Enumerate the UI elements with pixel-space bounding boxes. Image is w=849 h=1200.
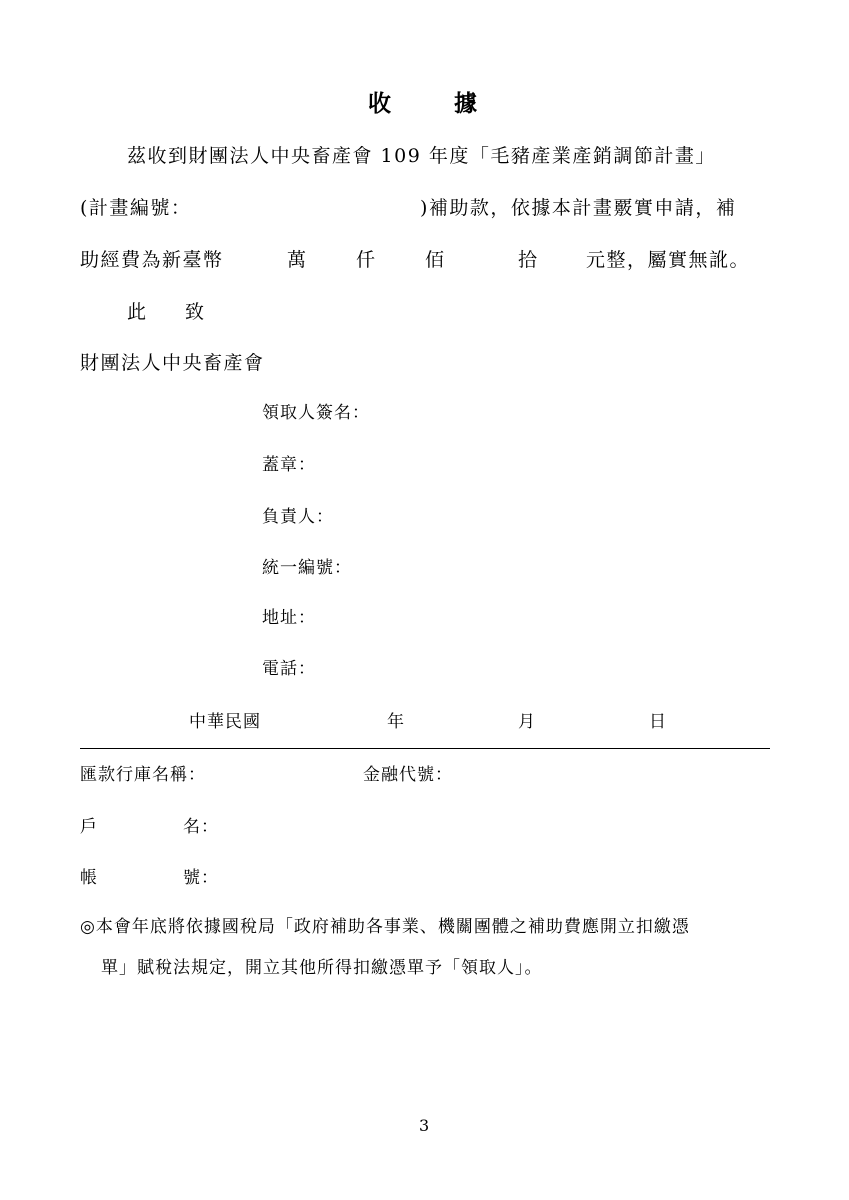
recipient-name: 財團法人中央畜產會 [80, 352, 265, 374]
body-line-1: 茲收到財團法人中央畜產會 109 年度「毛豬產業產銷調節計畫」 [127, 145, 716, 167]
amount-suffix: 元整，屬實無訛。 [586, 249, 751, 271]
amount-unit-wan: 萬 [287, 249, 308, 271]
body-line-2-rest: )補助款，依據本計畫覈實申請，補 [420, 197, 737, 219]
date-day: 日 [649, 712, 667, 732]
plan-number-label: (計畫編號： [80, 197, 192, 219]
amount-prefix: 助經費為新臺幣 [80, 249, 224, 271]
amount-unit-qian: 仟 [356, 249, 377, 271]
closing-zhi: 致 [185, 301, 206, 323]
tax-id-label: 統一編號： [262, 558, 352, 578]
page-number: 3 [419, 1116, 430, 1135]
title-char-1: 收 [368, 90, 391, 117]
address-label: 地址： [262, 608, 316, 628]
section-divider [80, 748, 770, 749]
person-in-charge-label: 負責人： [262, 507, 334, 527]
date-era: 中華民國 [189, 712, 261, 732]
date-month: 月 [518, 712, 536, 732]
signer-label: 領取人簽名： [262, 403, 370, 423]
closing-ci: 此 [127, 301, 148, 323]
phone-label: 電話： [262, 659, 316, 679]
amount-unit-bai: 佰 [425, 249, 446, 271]
account-name-label-b: 名： [183, 817, 219, 837]
title-char-2: 據 [454, 90, 477, 117]
account-name-label-a: 戶 [80, 817, 98, 837]
account-number-label-a: 帳 [80, 868, 98, 888]
note-line-2: 單」賦稅法規定，開立其他所得扣繳憑單予「領取人」。 [101, 958, 543, 978]
amount-unit-shi: 拾 [518, 249, 539, 271]
account-number-label-b: 號： [183, 868, 219, 888]
date-year: 年 [387, 712, 405, 732]
seal-label: 蓋章： [262, 455, 316, 475]
bank-name-label: 匯款行庫名稱： [80, 765, 206, 785]
note-line-1: ◎本會年底將依據國稅局「政府補助各事業、機關團體之補助費應開立扣繳憑 [80, 917, 690, 937]
bank-code-label: 金融代號： [363, 765, 453, 785]
